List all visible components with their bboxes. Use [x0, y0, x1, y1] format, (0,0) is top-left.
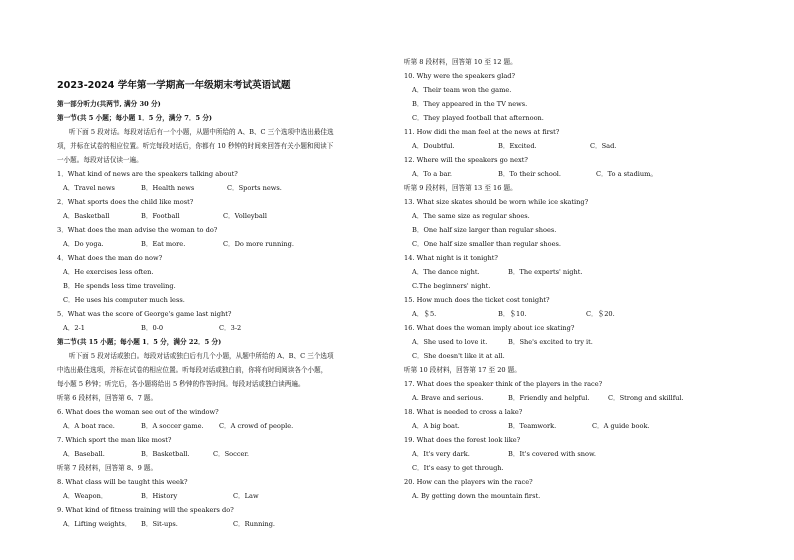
question-16-stem: 16. What does the woman imply about ice skating? — [404, 324, 575, 332]
option-b[interactable]: B．Teamwork. — [508, 422, 557, 430]
option-b[interactable]: B．The experts' night. — [508, 268, 583, 276]
material-9-instruction: 听第 9 段材料，回答第 13 至 16 题。 — [404, 184, 517, 192]
option-b[interactable]: B．0-0 — [141, 324, 164, 332]
material-8-instruction: 听第 8 段材料，回答第 10 至 12 题。 — [404, 58, 517, 66]
question-5-stem: 5．What was the score of George's game last night? — [57, 310, 232, 318]
option-b[interactable]: B．A soccer game. — [141, 422, 204, 430]
part-one-heading: 第一部分听力(共两节, 满分 30 分) — [57, 100, 161, 108]
material-10-instruction: 听第 10 段材料，回答第 17 至 20 题。 — [404, 366, 521, 374]
option-b[interactable]: B．Sit-ups. — [141, 520, 178, 528]
option-a[interactable]: A．A boat race. — [63, 422, 115, 430]
option-a[interactable]: A. By getting down the mountain first. — [412, 492, 541, 500]
option-a[interactable]: A．He exercises less often. — [63, 268, 154, 276]
option-a[interactable]: A．Baseball. — [63, 450, 105, 458]
option-b[interactable]: B．To their school. — [498, 170, 562, 178]
question-8-stem: 8. What class will be taught this week? — [57, 478, 188, 486]
question-11-stem: 11. How didi the man feel at the news at first? — [404, 128, 560, 136]
option-c[interactable]: C．One half size smaller than regular shoes. — [412, 240, 561, 248]
option-b[interactable]: B．Excited. — [498, 142, 537, 150]
question-1-stem: 1．What kind of news are the speakers talking about? — [57, 170, 238, 178]
option-c[interactable]: C．He uses his computer much less. — [63, 296, 185, 304]
option-c[interactable]: C．To a stadium。 — [596, 170, 658, 178]
option-a[interactable]: A．Their team won the game. — [412, 86, 512, 94]
option-c[interactable]: C．Volleyball — [223, 212, 267, 220]
option-b[interactable]: B．One half size larger than regular shoes. — [412, 226, 557, 234]
question-12-stem: 12. Where will the speakers go next? — [404, 156, 528, 164]
option-c[interactable]: C．Do more running. — [223, 240, 294, 248]
option-c[interactable]: C．Running. — [233, 520, 276, 528]
option-a[interactable]: A．Weapon． — [63, 492, 108, 500]
question-13-stem: 13. What size skates should be worn while ice skating? — [404, 198, 589, 206]
question-20-stem: 20. How can the players win the race? — [404, 478, 533, 486]
section-two-directions-line: 中选出最佳选项，并标在试卷的相应位置。听每段对话或独白前，你将有时间阅读各个小题， — [57, 366, 328, 374]
option-b[interactable]: B．Eat more. — [141, 240, 186, 248]
option-c[interactable]: C．＄20. — [586, 310, 615, 318]
option-c[interactable]: C．Strong and skillful. — [608, 394, 684, 402]
option-c[interactable]: C．Soccer. — [213, 450, 249, 458]
option-c[interactable]: C．3-2 — [219, 324, 242, 332]
option-c[interactable]: C.The beginners' night. — [412, 282, 491, 290]
option-a[interactable]: A．＄5. — [412, 310, 437, 318]
option-b[interactable]: B．Friendly and helpful. — [508, 394, 590, 402]
question-9-stem: 9. What kind of fitness training will the speakers do? — [57, 506, 234, 514]
option-c[interactable]: C．It's easy to get through. — [412, 464, 504, 472]
section-one-heading: 第一节(共 5 小题；每小题 1．5 分，满分 7．5 分) — [57, 114, 213, 122]
option-b[interactable]: B．He spends less time traveling. — [63, 282, 176, 290]
question-19-stem: 19. What does the forest look like? — [404, 436, 521, 444]
option-a[interactable]: A．The same size as regular shoes. — [412, 212, 530, 220]
material-6-instruction: 听第 6 段材料，回答第 6、7 题。 — [57, 394, 158, 402]
option-a[interactable]: A．The dance night. — [412, 268, 480, 276]
section-one-directions-line: 听下面 5 段对话。每段对话后有一个小题，从题中所给的 A、B、C 三个选项中选出最佳选 — [69, 128, 334, 136]
option-a[interactable]: A．Travel news — [63, 184, 115, 192]
option-b[interactable]: B．＄10. — [498, 310, 527, 318]
option-b[interactable]: B．They appeared in the TV news. — [412, 100, 528, 108]
section-two-directions-line: 听下面 5 段对话或独白。每段对话或独白后有几个小题，从题中所给的 A、B、C 三个选项 — [69, 352, 334, 360]
question-10-stem: 10. Why were the speakers glad? — [404, 72, 516, 80]
option-a[interactable]: A．It's very dark. — [412, 450, 470, 458]
section-one-directions-line: 项，并标在试卷的相应位置。听完每段对话后，你都有 10 秒钟的时间来回答有关小题和阅读下 — [57, 142, 334, 150]
option-a[interactable]: A．Basketball — [63, 212, 110, 220]
section-two-heading: 第二节(共 15 小题；每小题 1．5 分，满分 22．5 分) — [57, 338, 222, 346]
option-c[interactable]: C．Sad. — [590, 142, 617, 150]
option-c[interactable]: C．A guide book. — [592, 422, 650, 430]
option-b[interactable]: B．Football — [141, 212, 180, 220]
option-b[interactable]: B．It's covered with snow. — [508, 450, 596, 458]
option-b[interactable]: B．History — [141, 492, 178, 500]
option-b[interactable]: B．Basketball. — [141, 450, 190, 458]
option-a[interactable]: A．Lifting weights． — [63, 520, 132, 528]
option-c[interactable]: C．They played football that afternoon. — [412, 114, 544, 122]
exam-title: 2023-2024 学年第一学期高一年级期末考试英语试题 — [57, 80, 291, 91]
option-a[interactable]: A．Do yoga. — [63, 240, 104, 248]
question-3-stem: 3．What does the man advise the woman to do? — [57, 226, 218, 234]
option-a[interactable]: A．She used to love it. — [412, 338, 488, 346]
material-7-instruction: 听第 7 段材料，回答第 8、9 题。 — [57, 464, 158, 472]
option-c[interactable]: C．A crowd of people. — [219, 422, 294, 430]
option-a[interactable]: A．2-1 — [63, 324, 85, 332]
option-b[interactable]: B．Health news — [141, 184, 195, 192]
section-two-directions-line: 每小题 5 秒钟；听完后，各小题将给出 5 秒钟的作答时间。每段对话或独白读两遍。 — [57, 380, 305, 388]
question-17-stem: 17. What does the speaker think of the players in the race? — [404, 380, 603, 388]
option-c[interactable]: C．Law — [233, 492, 259, 500]
question-7-stem: 7. Which sport the man like most? — [57, 436, 172, 444]
question-6-stem: 6. What does the woman see out of the window? — [57, 408, 219, 416]
option-a[interactable]: A．Doubtful. — [412, 142, 455, 150]
option-c[interactable]: C．She doesn't like it at all. — [412, 352, 505, 360]
question-14-stem: 14. What night is it tonight? — [404, 254, 498, 262]
question-2-stem: 2．What sports does the child like most? — [57, 198, 194, 206]
section-one-directions-line: 一小题。每段对话仅读一遍。 — [57, 156, 143, 164]
question-15-stem: 15. How much does the ticket cost tonight? — [404, 296, 550, 304]
option-a[interactable]: A．A big boat. — [412, 422, 460, 430]
option-b[interactable]: B．She's excited to try it. — [508, 338, 593, 346]
option-a[interactable]: A. Brave and serious. — [412, 394, 484, 402]
question-18-stem: 18. What is needed to cross a lake? — [404, 408, 523, 416]
option-a[interactable]: A．To a bar. — [412, 170, 453, 178]
question-4-stem: 4．What does the man do now? — [57, 254, 163, 262]
option-c[interactable]: C．Sports news. — [227, 184, 282, 192]
